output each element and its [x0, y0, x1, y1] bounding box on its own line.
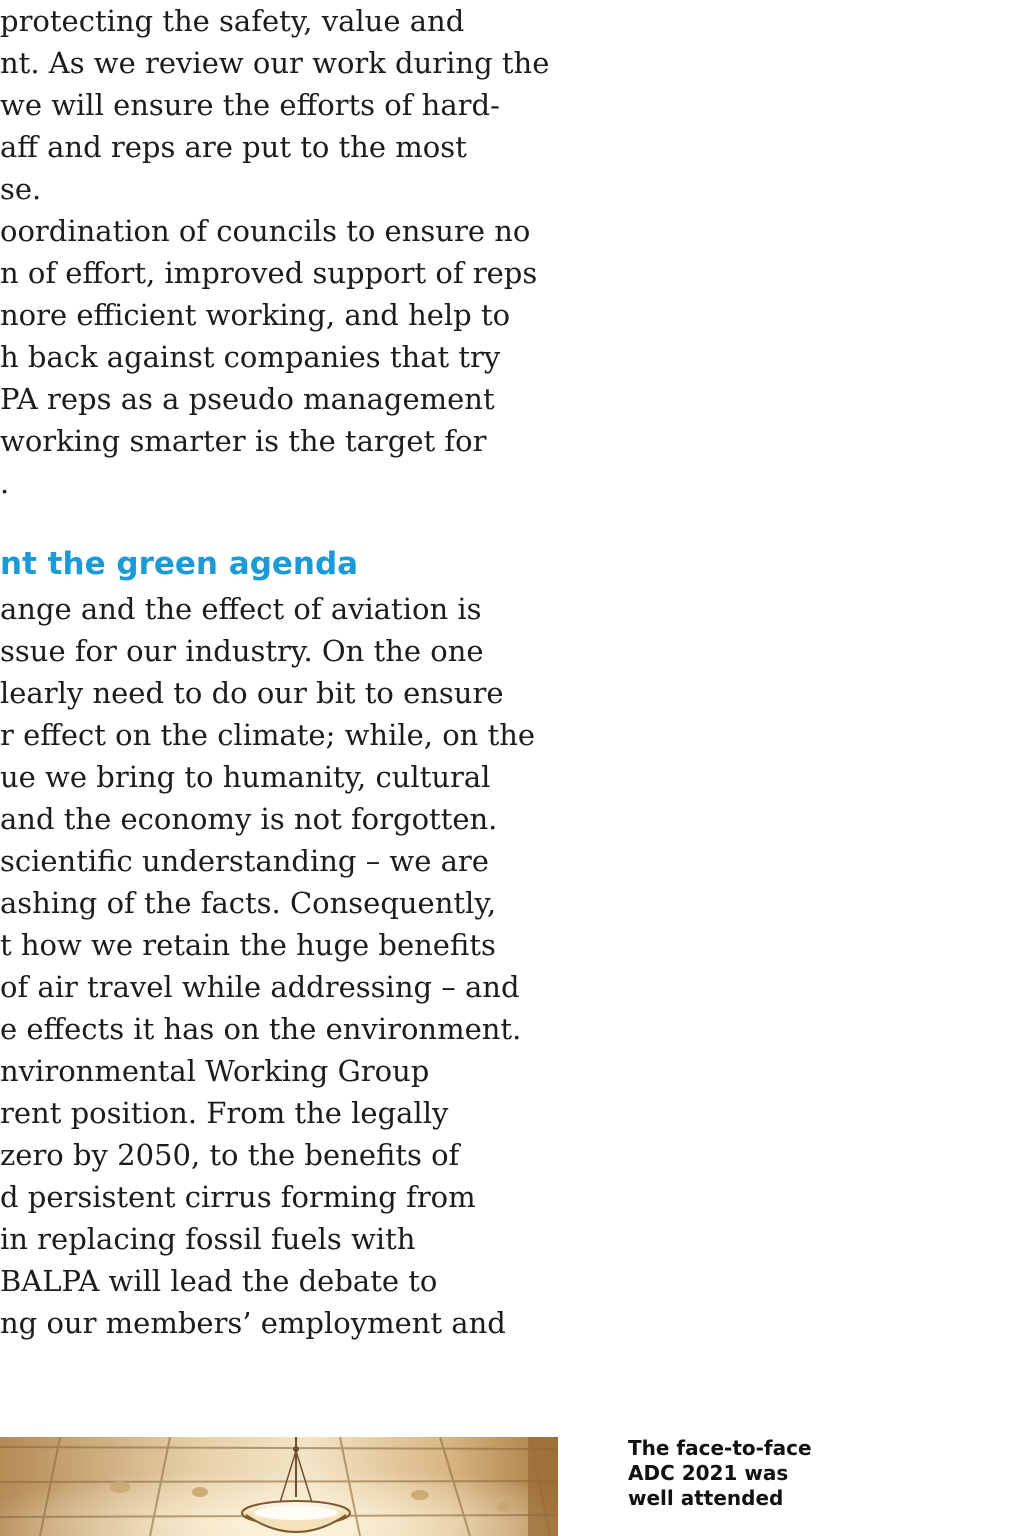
paragraph-3-line: ange and the effect of aviation is — [0, 592, 482, 626]
paragraph-2-line: PA reps as a pseudo management — [0, 382, 495, 416]
paragraph-1-line: protecting the safety, value and — [0, 4, 465, 38]
spacer — [0, 504, 600, 546]
paragraph-2-line: . — [0, 466, 10, 500]
paragraph-1-line: se. — [0, 172, 42, 206]
ceiling-illustration — [0, 1437, 558, 1536]
conference-room-photo — [0, 1437, 558, 1536]
paragraph-3-line: d persistent cirrus forming from — [0, 1180, 476, 1214]
paragraph-3-line: nvironmental Working Group — [0, 1054, 430, 1088]
paragraph-3-line: and the economy is not forgotten. — [0, 802, 498, 836]
paragraph-1-line: nt. As we review our work during the — [0, 46, 550, 80]
caption-line: The face-to-face — [628, 1436, 812, 1460]
paragraph-3-line: rent position. From the legally — [0, 1096, 449, 1130]
paragraph-3-line: ashing of the facts. Consequently, — [0, 886, 497, 920]
caption-line: well attended — [628, 1486, 784, 1510]
paragraph-1-line: we will ensure the efforts of hard- — [0, 88, 500, 122]
paragraph-3-line: zero by 2050, to the benefits of — [0, 1138, 460, 1172]
paragraph-2-line: working smarter is the target for — [0, 424, 487, 458]
paragraph-2-line: nore efficient working, and help to — [0, 298, 511, 332]
paragraph-2-line: oordination of councils to ensure no — [0, 214, 531, 248]
photo-caption — [628, 1436, 858, 1511]
paragraph-3-line: in replacing fossil fuels with — [0, 1222, 416, 1256]
caption-line: ADC 2021 was — [628, 1461, 789, 1485]
paragraph-3-line: ue we bring to humanity, cultural — [0, 760, 491, 794]
paragraph-3-line: ssue for our industry. On the one — [0, 634, 484, 668]
section-heading: nt the green agenda — [0, 546, 359, 582]
paragraph-2-line: n of effort, improved support of reps — [0, 256, 538, 290]
paragraph-3-line: e effects it has on the environment. — [0, 1012, 522, 1046]
paragraph-3-line: of air travel while addressing – and — [0, 970, 520, 1004]
paragraph-1-line: aff and reps are put to the most — [0, 130, 467, 164]
paragraph-3-line: BALPA will lead the debate to — [0, 1264, 438, 1298]
paragraph-2-line: h back against companies that try — [0, 340, 501, 374]
paragraph-3-line: learly need to do our bit to ensure — [0, 676, 504, 710]
paragraph-3-line: scientific understanding – we are — [0, 844, 489, 878]
paragraph-3-line: ng our members’ employment and — [0, 1306, 506, 1340]
paragraph-3-line: t how we retain the huge benefits — [0, 928, 496, 962]
paragraph-3-line: r effect on the climate; while, on the — [0, 718, 536, 752]
